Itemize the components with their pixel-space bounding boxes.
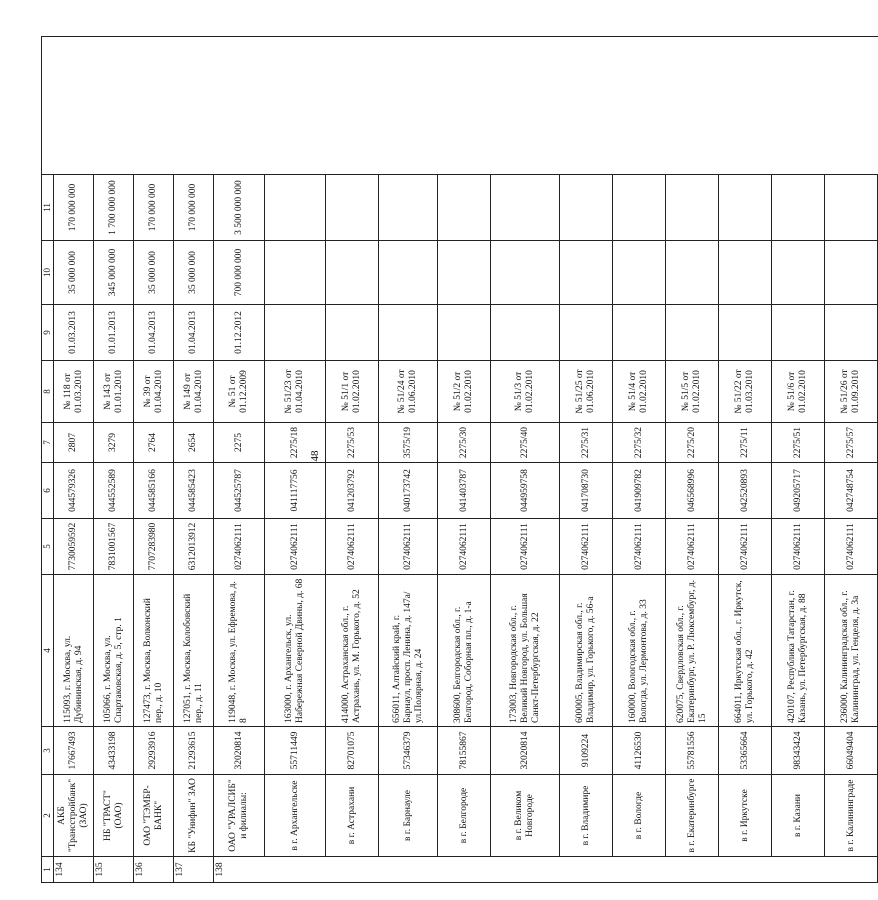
- okpo-code: 57346379: [379, 727, 438, 775]
- table-row: [214, 37, 265, 883]
- column-header-11: 11: [42, 175, 54, 241]
- okato-code: 0274062111: [326, 519, 379, 575]
- table-row: [326, 37, 379, 883]
- table-row: [772, 37, 825, 883]
- column-header-3: 3: [42, 727, 54, 775]
- decision-ref: № 149 от 01.04.2010: [174, 361, 214, 423]
- blank-cell: [265, 37, 326, 175]
- okpo-code: 21293615: [174, 727, 214, 775]
- empty-cell: [772, 241, 825, 305]
- bank-address: 115093, г. Москва, ул. Дубининская, д. 94: [54, 575, 94, 727]
- empty-cell: [438, 305, 491, 361]
- column-header-2: 2: [42, 775, 54, 857]
- decision-ref: № 51/22 от 01.03.2010: [719, 361, 772, 423]
- registration-number: 2275/53: [326, 423, 379, 463]
- table-row: [54, 37, 94, 883]
- empty-cell: [825, 175, 878, 241]
- decision-ref: № 39 от 01.04.2010: [134, 361, 174, 423]
- okpo-code: 98343424: [772, 727, 825, 775]
- amount-col11: 170 000 000: [174, 175, 214, 241]
- okato-code: 0274062111: [265, 519, 326, 575]
- blank-cell: [134, 37, 174, 175]
- branch-name: в г. Астрахани: [326, 775, 379, 857]
- expiry-date: 01.01.2013: [94, 305, 134, 361]
- column-header-1: 1: [42, 857, 54, 883]
- okpo-code: 32020814: [214, 727, 265, 775]
- empty-cell: [825, 305, 878, 361]
- blank-cell: [214, 37, 265, 175]
- bank-address: 105066, г. Москва, ул. Спартаковская, д. 5, стр. 1: [94, 575, 134, 727]
- blank-cell: [825, 37, 878, 175]
- bank-name: НБ "ТРАСТ" (ОАО): [94, 775, 134, 857]
- empty-cell: [719, 241, 772, 305]
- branch-address: 173003, Новгородская обл., г. Великий Новгород, ул. Большая Санкт-Петербургская, д. 22: [491, 575, 560, 727]
- decision-ref: № 51/24 от 01.06.2010: [379, 361, 438, 423]
- empty-cell: [825, 241, 878, 305]
- blank-cell: [491, 37, 560, 175]
- branch-name: в г. Архангельске: [265, 775, 326, 857]
- registration-number: 2764: [134, 423, 174, 463]
- empty-cell: [772, 305, 825, 361]
- okpo-code: 41126530: [613, 727, 666, 775]
- branch-name: в г. Барнауле: [379, 775, 438, 857]
- branch-name: в г. Владимире: [560, 775, 613, 857]
- bik-code: 041909782: [613, 463, 666, 519]
- table-row: [560, 37, 613, 883]
- column-header-10: 10: [42, 241, 54, 305]
- okato-code: 0274062111: [825, 519, 878, 575]
- okpo-code: 82701075: [326, 727, 379, 775]
- blank-cell: [94, 37, 134, 175]
- amount-col11: 3 500 000 000: [214, 175, 265, 241]
- bank-name: ОАО "УРАЛСИБ" и филиалы:: [214, 775, 265, 857]
- empty-cell: [613, 305, 666, 361]
- bik-code: 042520893: [719, 463, 772, 519]
- blank-cell: [772, 37, 825, 175]
- empty-cell: [719, 175, 772, 241]
- empty-cell: [438, 241, 491, 305]
- amount-col10: 700 000 000: [214, 241, 265, 305]
- registration-number: 2275/32: [613, 423, 666, 463]
- branch-address: 656011, Алтайский край, г. Барнаул, просп. Ленина, д. 147а/ул.Полярная, д. 24: [379, 575, 438, 727]
- amount-col11: 1 700 000 000: [94, 175, 134, 241]
- branch-address: 420107, Республика Татарстан, г. Казань, ул. Петербургская, д. 88: [772, 575, 825, 727]
- empty-cell: [326, 305, 379, 361]
- okpo-code: 55781556: [666, 727, 719, 775]
- registration-number: 2807: [54, 423, 94, 463]
- rotated-sheet: [41, 37, 861, 883]
- registration-number: 2275/57: [825, 423, 878, 463]
- okato-code: 7831001567: [94, 519, 134, 575]
- registration-number: 2654: [174, 423, 214, 463]
- row-number: 136: [134, 857, 174, 883]
- okato-code: 0274062111: [491, 519, 560, 575]
- bik-code: 046568996: [666, 463, 719, 519]
- decision-ref: № 143 от 01.01.2010: [94, 361, 134, 423]
- expiry-date: 01.03.2013: [54, 305, 94, 361]
- bik-code: 041708730: [560, 463, 613, 519]
- table-row: [613, 37, 666, 883]
- empty-cell: [491, 241, 560, 305]
- branch-name: в г. Вологде: [613, 775, 666, 857]
- decision-ref: № 51/25 от 01.06.2010: [560, 361, 613, 423]
- empty-cell: [265, 305, 326, 361]
- okato-code: 0274062111: [560, 519, 613, 575]
- blank-cell: [613, 37, 666, 175]
- blank-cell: [666, 37, 719, 175]
- bik-code: 044959758: [491, 463, 560, 519]
- table-row: [666, 37, 719, 883]
- expiry-date: 01.04.2013: [134, 305, 174, 361]
- empty-cell: [772, 175, 825, 241]
- okato-code: 0274062111: [379, 519, 438, 575]
- decision-ref: № 51/5 от 01.02.2010: [666, 361, 719, 423]
- decision-ref: № 51/26 от 01.09.2010: [825, 361, 878, 423]
- blank-cell: [438, 37, 491, 175]
- branch-address: 620075, Свердловская обл., г. Екатеринбург, ул. Р. Люксембург, д. 15: [666, 575, 719, 727]
- blank-cell: [719, 37, 772, 175]
- register-table: [41, 36, 878, 883]
- branch-name: в г. Казани: [772, 775, 825, 857]
- bik-code: 040173742: [379, 463, 438, 519]
- empty-cell: [326, 175, 379, 241]
- branch-name: в г. Иркутске: [719, 775, 772, 857]
- okato-code: 7707283980: [134, 519, 174, 575]
- table-row: [265, 37, 326, 883]
- amount-col10: 35 000 000: [134, 241, 174, 305]
- bank-name: КБ "Унифин" ЗАО: [174, 775, 214, 857]
- bank-address: 127051, г. Москва, Колобовский пер., д. 11: [174, 575, 214, 727]
- bik-code: 044579326: [54, 463, 94, 519]
- table-row: [825, 37, 878, 883]
- bank-name: ОАО "ТЭМБР-БАНК": [134, 775, 174, 857]
- register-table-container: [41, 37, 861, 883]
- empty-cell: [560, 175, 613, 241]
- branch-name: в г. Екатеринбурге: [666, 775, 719, 857]
- empty-cell: [265, 241, 326, 305]
- empty-cell: [666, 241, 719, 305]
- empty-cell: [666, 175, 719, 241]
- branch-name: в г. Калининграде: [825, 775, 878, 857]
- expiry-date: 01.12.2012: [214, 305, 265, 361]
- registration-number: 2275/40: [491, 423, 560, 463]
- branch-address: 160000, Вологодская обл., г. Вологда, ул. Лермонтова, д. 33: [613, 575, 666, 727]
- blank-cell: [54, 37, 94, 175]
- empty-cell: [613, 241, 666, 305]
- registration-number: 2275/20: [666, 423, 719, 463]
- empty-cell: [560, 305, 613, 361]
- row-number: 134: [54, 857, 94, 883]
- bik-code: 044552589: [94, 463, 134, 519]
- okpo-code: 29293916: [134, 727, 174, 775]
- okato-code: 0274062111: [613, 519, 666, 575]
- decision-ref: № 51 от 01.12.2009: [214, 361, 265, 423]
- amount-col11: 170 000 000: [134, 175, 174, 241]
- okato-code: 0274062111: [772, 519, 825, 575]
- branch-address: 600005, Владимирская обл., г. Владимир, ул. Горького, д. 56-а: [560, 575, 613, 727]
- column-header-7: 7: [42, 423, 54, 463]
- empty-cell: [379, 175, 438, 241]
- bank-address: 119048, г. Москва, ул. Ефремова, д. 8: [214, 575, 265, 727]
- okpo-code: 17667493: [54, 727, 94, 775]
- empty-cell: [560, 241, 613, 305]
- bik-code: 041117756: [265, 463, 326, 519]
- page-number: 48: [309, 450, 321, 462]
- bik-code: 041403787: [438, 463, 491, 519]
- branch-address: 236000, Калининградская обл., г. Калининград, ул. Генделя, д. 3а: [825, 575, 878, 727]
- bik-code: 044525787: [214, 463, 265, 519]
- decision-ref: № 51/3 от 01.02.2010: [491, 361, 560, 423]
- okpo-code: 43433198: [94, 727, 134, 775]
- okato-code: 0274062111: [214, 519, 265, 575]
- column-header-9: 9: [42, 305, 54, 361]
- table-row: [379, 37, 438, 883]
- empty-cell: [379, 305, 438, 361]
- registration-number: 2275/30: [438, 423, 491, 463]
- table-row: [134, 37, 174, 883]
- row-number: 138: [214, 857, 878, 883]
- blank-cell: [42, 37, 54, 175]
- decision-ref: № 51/1 от 01.02.2010: [326, 361, 379, 423]
- table-row: [94, 37, 134, 883]
- bik-code: 044585166: [134, 463, 174, 519]
- amount-col10: 35 000 000: [54, 241, 94, 305]
- okpo-code: 53365664: [719, 727, 772, 775]
- empty-cell: [719, 305, 772, 361]
- empty-cell: [379, 241, 438, 305]
- header-row: [42, 37, 54, 883]
- amount-col10: 35 000 000: [174, 241, 214, 305]
- branch-address: 664011, Иркутская обл., г. Иркутск, ул. Горького, д. 42: [719, 575, 772, 727]
- okpo-code: 66049404: [825, 727, 878, 775]
- empty-cell: [265, 175, 326, 241]
- okato-code: 7730059592: [54, 519, 94, 575]
- decision-ref: № 118 от 01.03.2010: [54, 361, 94, 423]
- empty-cell: [491, 305, 560, 361]
- column-header-8: 8: [42, 361, 54, 423]
- decision-ref: № 51/4 от 01.02.2010: [613, 361, 666, 423]
- empty-cell: [438, 175, 491, 241]
- registration-number: 2275: [214, 423, 265, 463]
- registration-number: 2275/31: [560, 423, 613, 463]
- bik-code: 049205717: [772, 463, 825, 519]
- branch-address: 163000, г. Архангельск, ул. Набережная Северной Двины, д. 68: [265, 575, 326, 727]
- bik-code: 044585423: [174, 463, 214, 519]
- table-body: [42, 37, 878, 883]
- decision-ref: № 51/23 от 01.04.2010: [265, 361, 326, 423]
- branch-address: 414000, Астраханская обл., г. Астрахань, ул. М. Горького, д. 52: [326, 575, 379, 727]
- branch-name: в г. Белгороде: [438, 775, 491, 857]
- okpo-code: 55711449: [265, 727, 326, 775]
- branch-address: 308600, Белгородская обл., г. Белгород, Соборная пл., д. 1-а: [438, 575, 491, 727]
- decision-ref: № 51/6 от 01.02.2010: [772, 361, 825, 423]
- registration-number: 2275/51: [772, 423, 825, 463]
- column-header-6: 6: [42, 463, 54, 519]
- blank-cell: [174, 37, 214, 175]
- empty-cell: [491, 175, 560, 241]
- registration-number: 2275/18: [265, 423, 326, 463]
- bank-address: 127473, г. Москва, Волконский пер., д. 10: [134, 575, 174, 727]
- column-header-5: 5: [42, 519, 54, 575]
- okpo-code: 9109224: [560, 727, 613, 775]
- row-number: 135: [94, 857, 134, 883]
- empty-cell: [666, 305, 719, 361]
- blank-cell: [379, 37, 438, 175]
- registration-number: 3279: [94, 423, 134, 463]
- okato-code: 0274062111: [666, 519, 719, 575]
- bik-code: 041203792: [326, 463, 379, 519]
- decision-ref: № 51/2 от 01.02.2010: [438, 361, 491, 423]
- registration-number: 2275/11: [719, 423, 772, 463]
- empty-cell: [613, 175, 666, 241]
- amount-col10: 345 000 000: [94, 241, 134, 305]
- branch-name: в г. Великом Новгороде: [491, 775, 560, 857]
- empty-cell: [326, 241, 379, 305]
- column-header-4: 4: [42, 575, 54, 727]
- blank-cell: [326, 37, 379, 175]
- expiry-date: 01.04.2013: [174, 305, 214, 361]
- okpo-code: 78155867: [438, 727, 491, 775]
- row-number: 137: [174, 857, 214, 883]
- okato-code: 6312013912: [174, 519, 214, 575]
- table-row: [491, 37, 560, 883]
- okpo-code: 32020814: [491, 727, 560, 775]
- okato-code: 0274062111: [719, 519, 772, 575]
- bik-code: 042748754: [825, 463, 878, 519]
- registration-number: 3575/19: [379, 423, 438, 463]
- table-row: [719, 37, 772, 883]
- table-row: [438, 37, 491, 883]
- amount-col11: 170 000 000: [54, 175, 94, 241]
- okato-code: 0274062111: [438, 519, 491, 575]
- bank-name: АКБ "Трансстройбанк" (ЗАО): [54, 775, 94, 857]
- table-row: [174, 37, 214, 883]
- blank-cell: [560, 37, 613, 175]
